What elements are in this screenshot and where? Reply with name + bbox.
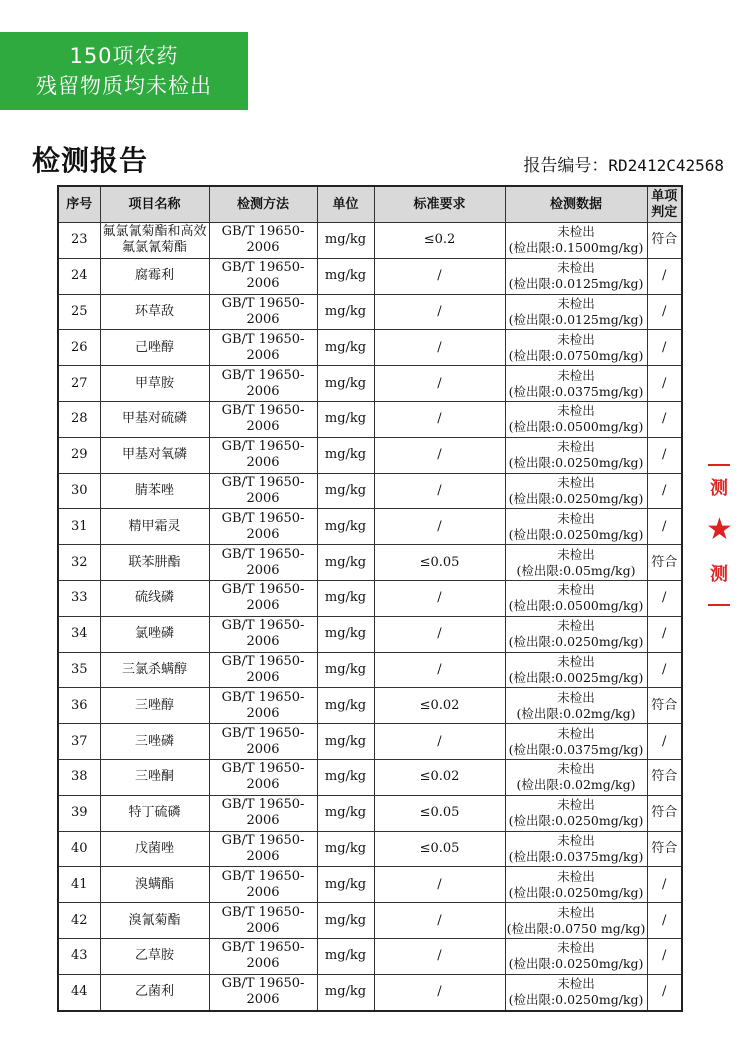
cell-unit: mg/kg [317,545,374,581]
cell-method: GB/T 19650-2006 [209,545,317,581]
cell-no: 37 [58,724,100,760]
table-row [58,616,682,652]
detection-limit: (检出限:0.0500mg/kg) [508,419,644,435]
cell-data [505,759,647,795]
result-text: 未检出 [557,904,595,920]
cell-method: GB/T 19650-2006 [209,652,317,688]
result-text: 未检出 [557,439,595,455]
cell-judgement: / [647,724,682,760]
cell-no: 25 [58,294,100,330]
col-header-method: 检测方法 [209,186,317,223]
cell-standard: ≤0.05 [374,545,505,581]
stamp-edge-bottom [708,604,730,606]
cell-item-name: 己唑醇 [100,330,209,366]
cell-unit: mg/kg [317,759,374,795]
cell-standard: / [374,401,505,437]
col-header-standard: 标准要求 [374,186,505,223]
table-row [58,688,682,724]
table-row [58,867,682,903]
report-number-value: RD2412C42568 [608,156,724,175]
result-text: 未检出 [557,260,595,276]
stamp-edge-top [708,464,730,466]
cell-standard: / [374,473,505,509]
result-text: 未检出 [557,510,595,526]
table-row [58,795,682,831]
col-header-judgement: 单项判定 [647,186,682,223]
col-header-name: 项目名称 [100,186,209,223]
table-row [58,437,682,473]
detection-limit: (检出限:0.1500mg/kg) [508,240,644,256]
result-text: 未检出 [557,868,595,884]
cell-unit: mg/kg [317,580,374,616]
result-text: 未检出 [557,224,595,240]
cell-method: GB/T 19650-2006 [209,688,317,724]
cell-data [505,366,647,402]
cell-standard: / [374,509,505,545]
cell-item-name: 乙草胺 [100,938,209,974]
cell-judgement: / [647,652,682,688]
cell-data [505,831,647,867]
cell-judgement: / [647,974,682,1010]
detection-limit: (检出限:0.0250mg/kg) [508,526,644,542]
cell-item-name: 三唑磷 [100,724,209,760]
cell-data [505,330,647,366]
cell-item-name: 乙菌利 [100,974,209,1010]
table-row [58,759,682,795]
cell-unit: mg/kg [317,509,374,545]
cell-data [505,437,647,473]
cell-standard: / [374,652,505,688]
cell-data [505,294,647,330]
table-row [58,652,682,688]
detection-limit: (检出限:0.0250mg/kg) [508,490,644,506]
result-text: 未检出 [557,295,595,311]
cell-judgement: 符合 [647,545,682,581]
cell-item-name: 特丁硫磷 [100,795,209,831]
cell-data [505,795,647,831]
cell-judgement: 符合 [647,795,682,831]
cell-data [505,580,647,616]
table-row [58,223,682,259]
cell-judgement: 符合 [647,688,682,724]
cell-no: 33 [58,580,100,616]
result-text: 未检出 [557,474,595,490]
table-row [58,580,682,616]
cell-item-name: 硫线磷 [100,580,209,616]
result-text: 未检出 [557,331,595,347]
stamp-char-1: 测 [710,478,728,499]
cell-item-name: 氯唑磷 [100,616,209,652]
cell-unit: mg/kg [317,724,374,760]
cell-item-name: 环草敌 [100,294,209,330]
cell-method: GB/T 19650-2006 [209,401,317,437]
cell-judgement: / [647,437,682,473]
result-text: 未检出 [557,797,595,813]
cell-item-name: 甲基对硫磷 [100,401,209,437]
cell-standard: / [374,974,505,1010]
cell-standard: / [374,294,505,330]
cell-judgement: / [647,580,682,616]
cell-judgement: / [647,401,682,437]
detection-limit: (检出限:0.05mg/kg) [516,562,636,578]
cell-no: 42 [58,903,100,939]
cell-standard: ≤0.2 [374,223,505,259]
detection-limit: (检出限:0.0125mg/kg) [508,311,644,327]
table-row [58,903,682,939]
result-text: 未检出 [557,976,595,992]
cell-judgement: / [647,867,682,903]
cell-unit: mg/kg [317,795,374,831]
cell-method: GB/T 19650-2006 [209,616,317,652]
cell-standard: / [374,938,505,974]
cell-standard: / [374,867,505,903]
result-text: 未检出 [557,832,595,848]
results-table [57,185,683,1012]
result-text: 未检出 [557,653,595,669]
cell-item-name: 三唑醇 [100,688,209,724]
col-header-data: 检测数据 [505,186,647,223]
cell-no: 32 [58,545,100,581]
page-title: 检测报告 [32,144,149,177]
cell-unit: mg/kg [317,366,374,402]
detection-limit: (检出限:0.02mg/kg) [516,705,636,721]
result-text: 未检出 [557,367,595,383]
cell-judgement: / [647,366,682,402]
table-row [58,831,682,867]
cell-data [505,974,647,1010]
cell-item-name: 溴螨酯 [100,867,209,903]
table-body [58,223,682,1011]
table-row [58,724,682,760]
cell-no: 28 [58,401,100,437]
cell-method: GB/T 19650-2006 [209,831,317,867]
cell-item-name: 甲基对氧磷 [100,437,209,473]
detection-limit: (检出限:0.0375mg/kg) [508,741,644,757]
cell-data [505,616,647,652]
star-icon: ★ [706,512,733,547]
stamp-char-2: 测 [710,564,728,585]
table-row [58,330,682,366]
cell-unit: mg/kg [317,652,374,688]
cell-judgement: 符合 [647,759,682,795]
table-row [58,294,682,330]
cell-no: 38 [58,759,100,795]
cell-method: GB/T 19650-2006 [209,473,317,509]
cell-standard: / [374,724,505,760]
cell-unit: mg/kg [317,903,374,939]
cell-unit: mg/kg [317,258,374,294]
cell-item-name: 甲草胺 [100,366,209,402]
cell-unit: mg/kg [317,616,374,652]
detection-limit: (检出限:0.0250mg/kg) [508,455,644,471]
cell-unit: mg/kg [317,330,374,366]
cell-data [505,688,647,724]
cell-data [505,545,647,581]
table-row [58,974,682,1010]
cell-data [505,903,647,939]
table-row [58,473,682,509]
cell-judgement: / [647,258,682,294]
cell-item-name: 三氯杀螨醇 [100,652,209,688]
detection-limit: (检出限:0.0250mg/kg) [508,634,644,650]
cell-judgement: / [647,294,682,330]
cell-standard: / [374,330,505,366]
cell-item-name: 精甲霜灵 [100,509,209,545]
cell-judgement: / [647,509,682,545]
cell-judgement: 符合 [647,831,682,867]
cell-unit: mg/kg [317,294,374,330]
col-header-no: 序号 [58,186,100,223]
cell-standard: / [374,258,505,294]
cell-no: 27 [58,366,100,402]
table-row [58,509,682,545]
cell-no: 44 [58,974,100,1010]
cell-method: GB/T 19650-2006 [209,258,317,294]
cell-method: GB/T 19650-2006 [209,795,317,831]
cell-method: GB/T 19650-2006 [209,867,317,903]
cell-data [505,473,647,509]
cell-method: GB/T 19650-2006 [209,294,317,330]
cell-standard: / [374,903,505,939]
cell-no: 24 [58,258,100,294]
cell-judgement: / [647,616,682,652]
cell-method: GB/T 19650-2006 [209,724,317,760]
table-row [58,258,682,294]
result-text: 未检出 [557,761,595,777]
cell-item-name: 腐霉利 [100,258,209,294]
cell-unit: mg/kg [317,223,374,259]
cell-no: 30 [58,473,100,509]
cell-unit: mg/kg [317,437,374,473]
cell-data [505,652,647,688]
cell-no: 31 [58,509,100,545]
cell-unit: mg/kg [317,688,374,724]
banner-line-2: 残留物质均未检出 [36,74,212,98]
result-text: 未检出 [557,618,595,634]
cell-judgement: / [647,473,682,509]
cell-item-name: 三唑酮 [100,759,209,795]
detection-limit: (检出限:0.02mg/kg) [516,777,636,793]
cell-standard: ≤0.05 [374,795,505,831]
cell-data [505,223,647,259]
banner-line-1: 150项农药 [69,44,179,68]
result-text: 未检出 [557,725,595,741]
promo-banner [0,32,248,110]
cell-standard: / [374,580,505,616]
seal-stamp [706,460,732,610]
cell-data [505,258,647,294]
cell-judgement: / [647,330,682,366]
table-header-row [58,186,682,223]
detection-limit: (检出限:0.0500mg/kg) [508,598,644,614]
cell-method: GB/T 19650-2006 [209,330,317,366]
cell-no: 35 [58,652,100,688]
detection-limit: (检出限:0.0125mg/kg) [508,276,644,292]
col-header-unit: 单位 [317,186,374,223]
cell-method: GB/T 19650-2006 [209,938,317,974]
cell-method: GB/T 19650-2006 [209,437,317,473]
table-row [58,366,682,402]
cell-standard: ≤0.02 [374,759,505,795]
cell-standard: / [374,616,505,652]
detection-limit: (检出限:0.0750 mg/kg) [506,920,646,936]
cell-standard: / [374,366,505,402]
cell-item-name: 腈苯唑 [100,473,209,509]
cell-no: 39 [58,795,100,831]
detection-limit: (检出限:0.0250mg/kg) [508,956,644,972]
report-number [523,151,724,176]
cell-standard: ≤0.02 [374,688,505,724]
cell-judgement: / [647,903,682,939]
detection-limit: (检出限:0.0375mg/kg) [508,383,644,399]
cell-method: GB/T 19650-2006 [209,759,317,795]
table-row [58,545,682,581]
cell-method: GB/T 19650-2006 [209,903,317,939]
cell-no: 43 [58,938,100,974]
detection-limit: (检出限:0.0250mg/kg) [508,884,644,900]
result-text: 未检出 [557,546,595,562]
cell-item-name: 氟氯氰菊酯和高效氟氯氰菊酯 [100,223,209,259]
cell-no: 36 [58,688,100,724]
cell-method: GB/T 19650-2006 [209,580,317,616]
cell-data [505,867,647,903]
cell-item-name: 戊菌唑 [100,831,209,867]
result-text: 未检出 [557,940,595,956]
cell-item-name: 溴氰菊酯 [100,903,209,939]
cell-method: GB/T 19650-2006 [209,509,317,545]
cell-unit: mg/kg [317,974,374,1010]
cell-unit: mg/kg [317,401,374,437]
cell-judgement: 符合 [647,223,682,259]
cell-no: 34 [58,616,100,652]
cell-no: 40 [58,831,100,867]
cell-standard: / [374,437,505,473]
cell-data [505,401,647,437]
detection-limit: (检出限:0.0750mg/kg) [508,347,644,363]
cell-unit: mg/kg [317,938,374,974]
cell-method: GB/T 19650-2006 [209,223,317,259]
cell-no: 23 [58,223,100,259]
detection-limit: (检出限:0.0250mg/kg) [508,813,644,829]
table-row [58,938,682,974]
cell-data [505,724,647,760]
result-text: 未检出 [557,689,595,705]
result-text: 未检出 [557,582,595,598]
cell-method: GB/T 19650-2006 [209,366,317,402]
table-row [58,401,682,437]
cell-unit: mg/kg [317,473,374,509]
cell-item-name: 联苯肼酯 [100,545,209,581]
cell-unit: mg/kg [317,867,374,903]
cell-method: GB/T 19650-2006 [209,974,317,1010]
detection-limit: (检出限:0.0375mg/kg) [508,848,644,864]
cell-judgement: / [647,938,682,974]
detection-limit: (检出限:0.0250mg/kg) [508,992,644,1008]
detection-limit: (检出限:0.0025mg/kg) [508,669,644,685]
cell-no: 41 [58,867,100,903]
cell-data [505,509,647,545]
result-text: 未检出 [557,403,595,419]
cell-data [505,938,647,974]
cell-standard: ≤0.05 [374,831,505,867]
cell-no: 26 [58,330,100,366]
cell-no: 29 [58,437,100,473]
cell-unit: mg/kg [317,831,374,867]
report-number-label: 报告编号： [523,156,609,176]
